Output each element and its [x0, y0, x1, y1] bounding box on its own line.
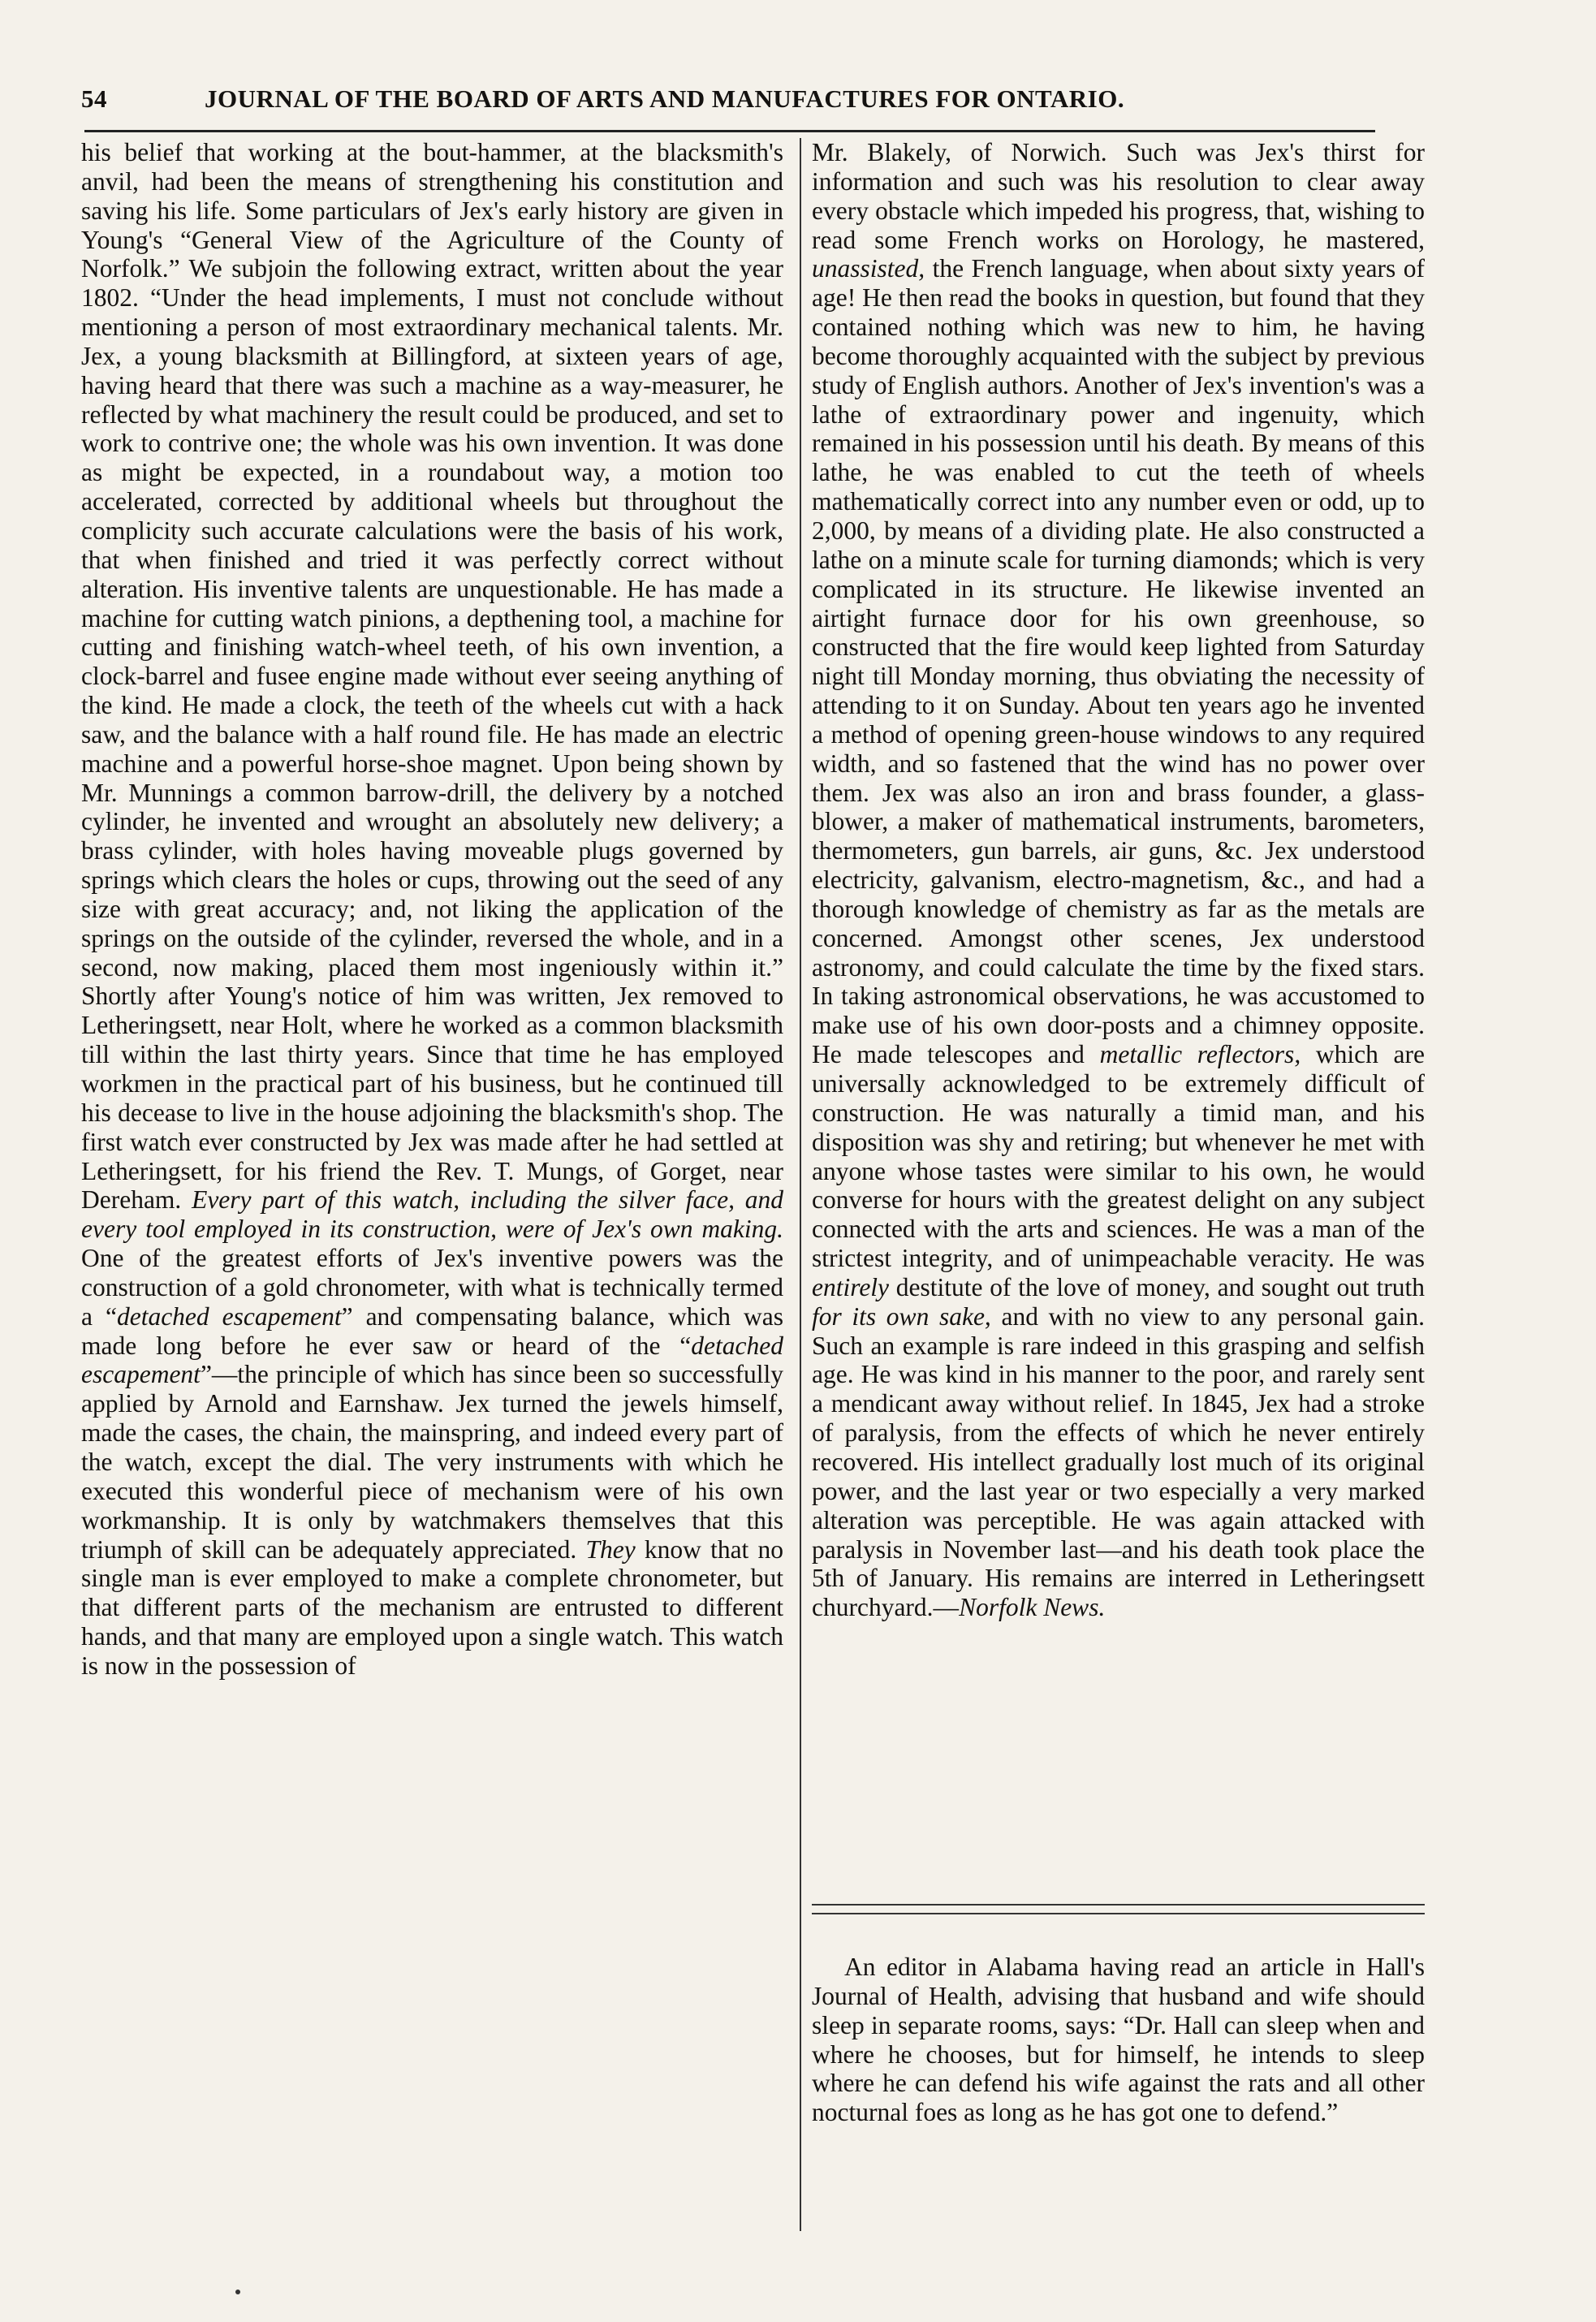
text-run: and with no view to any personal gain. Such an example is rare indeed in this grasping and selfish age. He was kind in his manner to the poor, and rarely sent a mendicant away without relief. In 1845, Jex had a stroke of paralysis, from the effects of which he never entirely recovered. His intellect gradually lost much of its original power, and the last year or two especially a very marked alteration was perceptible. He was again attacked with paralysis in November last—and his death took place the 5th of January. His remains are interred in Letheringsett churchyard.— [812, 1301, 1425, 1622]
running-title: JOURNAL OF THE BOARD OF ARTS AND MANUFACTURES FOR ONTARIO. [205, 84, 1125, 113]
section-rule [812, 1913, 1425, 1914]
section-rule [812, 1904, 1425, 1906]
print-mark [235, 2290, 240, 2294]
italic-run: entirely [812, 1272, 890, 1301]
note-text: An editor in Alabama having read an article in Hall's Journal of Health, advising that husband and wife should sleep in separate rooms, says: “Dr. Hall can sleep when and where he chooses, but for himself, he intends to sleep where he can defend his wife against the rats and all other nocturnal foes as long as he has got one to defend.” [812, 1953, 1425, 2127]
text-run: know that no single man is ever employed to make a complete chronometer, but that different parts of the mechanism are entrusted to different hands, and that many are employed upon a single watch. This watch is now in the possession of [81, 1534, 783, 1680]
italic-run: for its own sake, [812, 1301, 991, 1331]
text-run: ” and compensating balance, which was made long before he ever saw or heard of the “ [81, 1301, 783, 1360]
text-run: the French language, when about sixty years of age! He then read the books in question, but found that they contained nothing which was new to him, he having become thoroughly acquainted with the subject by previous study of English authors. Another of Jex's invention's was a lathe of extraordinary power and ingenuity, which remained in his possession until his death. By means of this lathe, he was enabled to cut the teeth of wheels mathematically correct into any number even or odd, up to 2,000, by means of a dividing plate. He also constructed a lathe on a minute scale for turning diamonds; which is very complicated in its structure. He likewise invented an airtight furnace door for his own greenhouse, so constructed that the fire would keep lighted from Saturday night till Monday morning, thus obviating the necessity of attending to it on Sunday. About ten years ago he invented a method of opening green-house windows to any required width, and so fastened that the wind has no power over them. Jex was also an iron and brass founder, a glass-blower, a maker of mathematical instruments, barometers, thermometers, gun barrels, air guns, &c. Jex understood electricity, galvanism, electro-magnetism, &c., and had a thorough knowledge of chemistry as far as the metals are concerned. Amongst other scenes, Jex understood astronomy, and could calculate the time by the fixed stars. In taking astronomical observations, he was accustomed to make use of his own door-posts and a chimney opposite. He made telescopes and [812, 254, 1426, 1069]
text-run: One of the greatest efforts of Jex's inventive powers was the construction of a gold chronometer, with what is technically termed a “ [81, 1244, 783, 1331]
italic-run: Every part of this watch, including the silver face, and every tool employed in its construction, were of Jex's own making. [81, 1185, 783, 1244]
italic-run: metallic reflectors, [1099, 1040, 1301, 1069]
italic-run: unassisted, [812, 254, 925, 283]
header-rule [84, 130, 1375, 132]
right-column-text [812, 138, 1425, 1622]
right-column [812, 138, 1425, 1622]
text-run: his belief that working at the bout-hammer, at the blacksmith's anvil, had been the means of strengthening his constitution and saving his life. Some particulars of Jex's early history are given in Young's “General View of the Agriculture of the County of Norfolk.” We subjoin the following extract, written about the year 1802. “Under the head implements, I must not conclude without mentioning a person of most extraordinary mechanical talents. Mr. Jex, a young blacksmith at Billingford, at sixteen years of age, having heard that there was such a machine as a way-measurer, he reflected by what machinery the result could be produced, and set to work to contrive one; the whole was his own invention. It was done as might be expected, in a roundabout way, a motion too accelerated, corrected by additional wheels but throughout the complicity such accurate calculations were the basis of his work, that when finished and tried it was perfectly correct without alteration. His inventive talents are unquestionable. He has made a machine for cutting watch pinions, a depthening tool, a machine for cutting and finishing watch-wheel teeth, of his own invention, a clock-barrel and fusee engine made without ever seeing anything of the kind. He made a clock, the teeth of the wheels cut with a hack saw, and the balance with a half round file. He has made an electric machine and a powerful horse-shoe magnet. Upon being shown by Mr. Munnings a common barrow-drill, the delivery by a notched cylinder, he invented and wrought an absolutely new delivery; a brass cylinder, with holes having moveable plugs governed by springs which clears the holes or cups, throwing out the seed of any size with great accuracy; and, not liking the application of the springs on the outside of the cylinder, reversed the whole, and in a second, now making, placed them most ingeniously within it.” Shortly after Young's notice of him was written, Jex removed to Letheringsett, near Holt, where he worked as a common blacksmith till within the last thirty years. Since that time he has employed workmen in the practical part of his business, but he continued till his decease to live in the house adjoining the blacksmith's shop. The first watch ever constructed by Jex was made after he had settled at Letheringsett, for his friend the Rev. T. Mungs, of Gorget, near Dereham. [81, 138, 783, 1215]
column-divider [800, 138, 801, 2231]
left-column [81, 138, 783, 1681]
italic-run: detached escapement [116, 1301, 342, 1331]
left-column-text [81, 138, 783, 1681]
italic-run: They [585, 1534, 636, 1564]
running-header [81, 78, 1380, 119]
page-number: 54 [81, 84, 107, 113]
text-run: Mr. Blakely, of Norwich. Such was Jex's thirst for information and such was his resolution to clear away every obstacle which impeded his progress, that, wishing to read some French works on Horology, he mastered, [812, 138, 1425, 254]
text-run: which are universally acknowledged to be extremely difficult of construction. He was naturally a timid man, and his disposition was shy and retiring; but whenever he met with anyone whose tastes were similar to his own, he would converse for hours with the greatest delight on any subject connected with the arts and sciences. He was a man of the strictest integrity, and of unimpeachable veracity. He was [812, 1040, 1426, 1273]
italic-run: detached escapement [81, 1331, 783, 1389]
text-run: destitute of the love of money, and sought out truth [895, 1272, 1425, 1301]
italic-run: Norfolk News. [959, 1593, 1106, 1622]
text-run: ”—the principle of which has since been so successfully applied by Arnold and Earnshaw. Jex turned the jewels himself, made the cases, the chain, the mainspring, and indeed every part of the watch, except the dial. The very instruments with which he executed this wonderful piece of mechanism were of his own workmanship. It is only by watchmakers themselves that this triumph of skill can be adequately appreciated. [81, 1360, 783, 1564]
anecdote-note [812, 1953, 1425, 2127]
